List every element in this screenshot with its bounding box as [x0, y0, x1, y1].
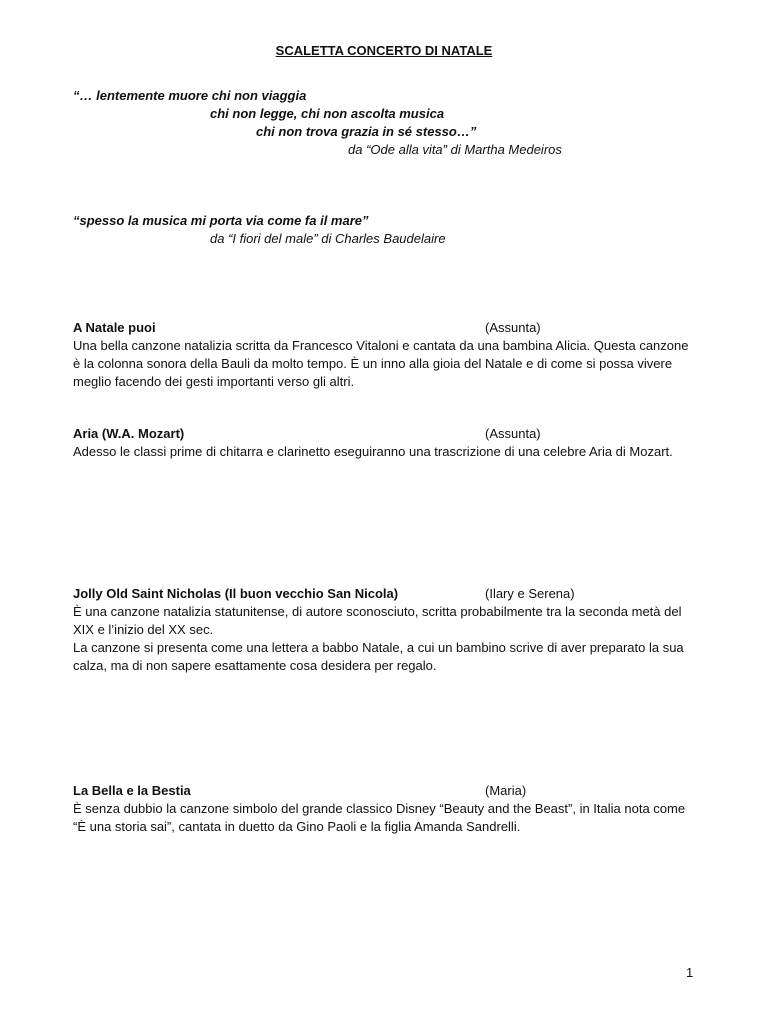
quote-1-source: da “Ode alla vita” di Martha Medeiros [348, 142, 562, 157]
entry-2-description [73, 443, 698, 461]
quote-1-line-3: chi non trova grazia in sé stesso…” [256, 124, 477, 139]
entry-4-title: La Bella e la Bestia [73, 783, 191, 798]
entry-1-description [73, 337, 698, 391]
entry-3-paragraph-1: È una canzone natalizia statunitense, di autore sconosciuto, scritta probabilmente tra la seconda metà del XIX e l’inizio del XX sec. [73, 604, 682, 637]
quote-2-line-1: “spesso la musica mi porta via come fa il mare” [73, 213, 369, 228]
entry-3-paragraph-2: La canzone si presenta come una lettera a babbo Natale, a cui un bambino scrive di aver preparato la sua calza, ma di non sapere esattamente cosa desidera per regalo. [73, 640, 684, 673]
entry-2-performer: (Assunta) [485, 426, 541, 441]
page-number: 1 [686, 965, 694, 980]
entry-4-performer: (Maria) [485, 783, 527, 798]
quote-2-source: da “I fiori del male” di Charles Baudelaire [210, 231, 446, 246]
entry-3-title: Jolly Old Saint Nicholas (Il buon vecchio San Nicola) [73, 586, 399, 601]
entry-3-description [73, 603, 698, 675]
page-title: SCALETTA CONCERTO DI NATALE [275, 43, 493, 58]
entry-3-performer: (Ilary e Serena) [485, 586, 575, 601]
entry-4-paragraph: È senza dubbio la canzone simbolo del grande classico Disney “Beauty and the Beast”, in Italia nota come “È una storia sai”, cantata in duetto da Gino Paoli e la figlia Amanda Sandrelli. [73, 801, 686, 834]
entry-1-title: A Natale puoi [73, 320, 156, 335]
entry-4-description [73, 800, 698, 836]
entry-2-paragraph: Adesso le classi prime di chitarra e clarinetto eseguiranno una trascrizione di una celebre Aria di Mozart. [73, 444, 673, 459]
quote-1-line-2: chi non legge, chi non ascolta musica [210, 106, 445, 121]
quote-1-line-1: “… lentemente muore chi non viaggia [73, 88, 307, 103]
entry-1-paragraph: Una bella canzone natalizia scritta da Francesco Vitaloni e cantata da una bambina Alicia. Questa canzone è la colonna sonora della Bauli da molto tempo. È un inno alla gioia del Natale e di come si possa vivere meglio facendo dei gesti importanti verso gli altri. [73, 338, 689, 389]
entry-1-performer: (Assunta) [485, 320, 541, 335]
entry-2-title: Aria (W.A. Mozart) [73, 426, 185, 441]
